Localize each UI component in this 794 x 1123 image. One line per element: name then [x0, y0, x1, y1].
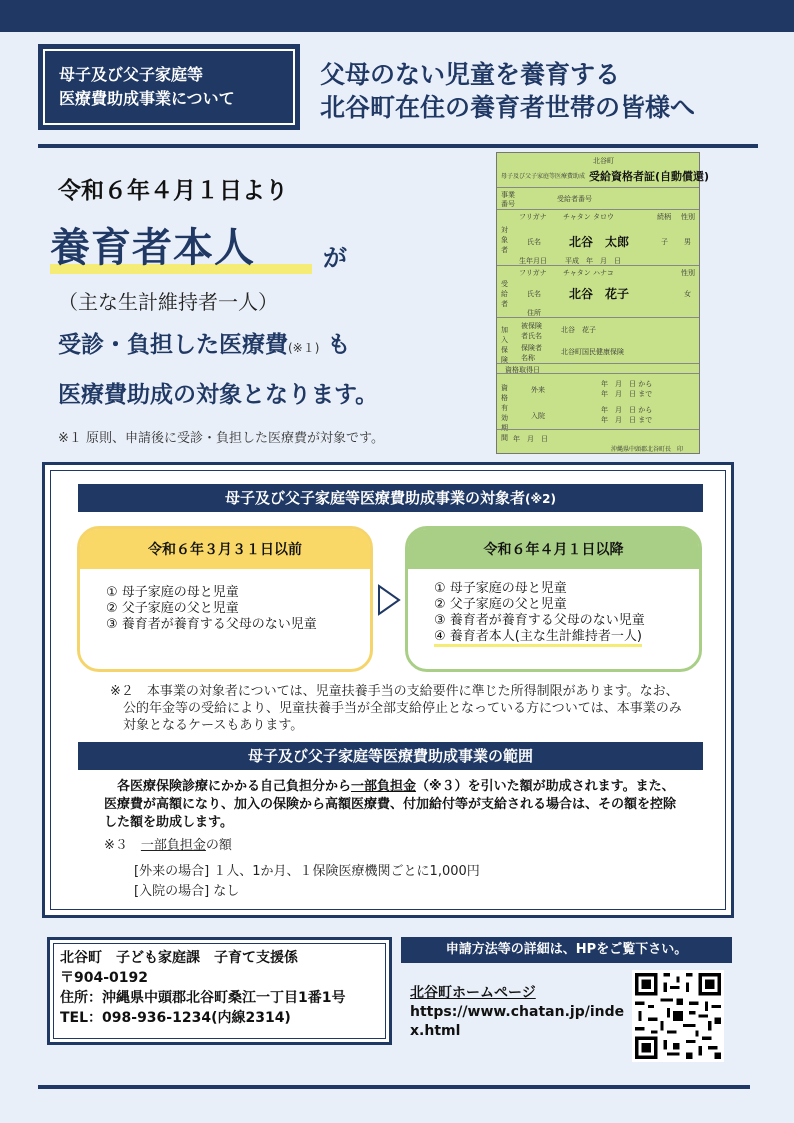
cert-guardian-name: 北谷 花子 [569, 287, 630, 301]
headline-line1: 父母のない児童を養育する [320, 60, 621, 89]
note-1: ※１ 原則、申請後に受診・負担した医療費が対象です。 [58, 431, 384, 446]
cert-seibetsu: 性別 [681, 213, 695, 221]
cert-kikan: 資格有効期間 [501, 384, 508, 442]
cert-furigana-guardian: チャタン ハナコ [563, 269, 614, 277]
scope-text-underline: 一部負担金 [351, 779, 417, 794]
list-item: ② 父子家庭の父と児童 [434, 597, 567, 612]
eligibility-bar-note: (※2) [525, 492, 556, 506]
cert-program: 母子及び父子家庭等医療費助成 [501, 173, 586, 180]
cert-seibetsu-2: 性別 [681, 269, 695, 277]
eligibility-bar [78, 484, 703, 512]
cert-taishosha: 対象者 [501, 226, 508, 254]
after-list [408, 569, 699, 645]
cert-title: 受給資格者証(自動償還) [589, 170, 710, 183]
cert-gairai: 外来 [531, 386, 545, 394]
headline [320, 58, 695, 124]
scope-text-b: （※３）を引いた額が助成されます。また、医療費が高額になり、加入の保険から高額医療費、付加給付等が支給される場合は、その額を控除した額を助成します。 [104, 779, 677, 830]
cert-jusho: 住所 [527, 309, 541, 317]
qr-code-icon[interactable] [632, 970, 724, 1062]
cert-hihoken-name: 北谷 花子 [561, 326, 596, 334]
cert-jigyo: 事業 [501, 191, 515, 199]
cert-seinengappi: 生年月日 [519, 257, 547, 265]
cert-bango: 番号 [501, 200, 515, 208]
before-head: 令和６年３月３１日以前 [80, 529, 370, 569]
cert-hoken: 保険者名称 [521, 344, 542, 362]
cert-nyuin-made: 年 月 日 まで [601, 416, 653, 424]
list-item: ② 父子家庭の父と児童 [106, 601, 239, 616]
cert-nyuin: 入院 [531, 412, 545, 420]
contact-tel: TEL：098-936-1234(内線2314) [60, 1010, 291, 1026]
top-bar [0, 0, 794, 32]
cert-gairai-made: 年 月 日 まで [601, 390, 653, 398]
note3-suffix: の額 [205, 838, 232, 853]
note-2: ※２ 本事業の対象者については、児童扶養手当の支給要件に準じた所得制限があります。なお、公的年金等の受給により、児童扶養手当が全部支給停止となっている方については、本事業のみ対象となるケースもあります。 [110, 684, 682, 733]
eligibility-bar-title: 母子及び父子家庭等医療費助成事業の対象者 [225, 489, 526, 507]
main-subject: 養育者本人 [50, 225, 255, 271]
intro-line2: 医療費助成の対象となります。 [58, 382, 379, 408]
cert-furigana-child: チャタン タロウ [563, 213, 615, 221]
after-box [405, 526, 702, 672]
cert-jukyusha: 受給者 [501, 280, 508, 308]
subject-particle: が [323, 244, 347, 272]
cert-town: 北谷町 [593, 157, 614, 165]
title-box [38, 44, 300, 130]
arrow-right-icon [377, 584, 403, 616]
certificate-sample [496, 152, 710, 454]
header-divider [38, 144, 758, 148]
before-list [80, 569, 370, 633]
intro-line1-end: も [319, 332, 351, 358]
before-box [77, 526, 373, 672]
cert-child-name: 北谷 太郎 [569, 235, 630, 249]
intro-line1-note: (※１) [288, 341, 320, 355]
cert-gairai-kara: 年 月 日 から [601, 380, 653, 388]
contact-box [47, 937, 392, 1045]
cert-shikaku: 資格取得日 [505, 366, 540, 374]
cert-child-rel: 子 [661, 238, 668, 246]
cert-zokugara: 続柄 [657, 213, 671, 221]
list-item: ① 母子家庭の母と児童 [106, 585, 239, 600]
note3-underline: 一部負担金 [140, 838, 206, 853]
scope-text [104, 778, 684, 832]
subject-paren: （主な生計維持者一人） [58, 290, 278, 314]
cert-heisei-date: 平成 年 月 日 [565, 257, 621, 265]
homepage-link[interactable]: 北谷町ホームページ [410, 985, 536, 1001]
contact-office: 北谷町 子ども家庭課 子育て支援係 [60, 950, 298, 966]
title-line2: 医療費助成事業について [59, 89, 235, 108]
contact-address: 住所：沖縄県中頭郡北谷町桑江一丁目1番1号 [60, 990, 346, 1006]
effective-date: 令和６年４月１日より [58, 178, 288, 204]
contact-zip: 〒904-0192 [60, 970, 148, 986]
homepage-url[interactable]: https://www.chatan.jp/index.html [410, 1004, 625, 1039]
cert-jukyusha-bango: 受給者番号 [557, 195, 592, 203]
list-item: ③ 養育者が養育する父母のない児童 [106, 617, 317, 632]
cert-shimei-2: 氏名 [527, 290, 541, 298]
cert-furigana-1: フリガナ [519, 213, 547, 221]
outpatient-case: [外来の場合] １人、1か月、１保険医療機関ごとに1,000円 [134, 864, 480, 879]
cert-hoken-name: 北谷町国民健康保険 [561, 348, 624, 356]
scope-text-a: 各医療保険診療にかかる自己負担分から [117, 779, 352, 794]
after-head: 令和６年４月１日以降 [408, 529, 699, 569]
web-bar: 申請方法等の詳細は、HPをご覧下さい。 [401, 937, 732, 963]
title-line1: 母子及び父子家庭等 [59, 65, 204, 84]
cert-nyuin-kara: 年 月 日 から [601, 406, 653, 414]
cert-furigana-2: フリガナ [519, 269, 547, 277]
cert-guardian-sex: 女 [684, 290, 691, 298]
intro-line1-main: 受診・負担した医療費 [58, 332, 288, 358]
scope-bar: 母子及び父子家庭等医療費助成事業の範囲 [78, 742, 703, 770]
cert-issue-date: 年 月 日 [513, 435, 548, 443]
cert-shimei-1: 氏名 [527, 238, 541, 246]
headline-line2: 北谷町在住の養育者世帯の皆様へ [320, 93, 696, 122]
list-item-highlight: ④ 養育者本人(主な生計維持者一人) [434, 629, 642, 647]
inpatient-case: [入院の場合] なし [134, 884, 240, 899]
cert-child-sex: 男 [684, 238, 691, 246]
cert-kanyu: 加入保険 [501, 326, 508, 364]
note3-prefix: ※３ [104, 838, 141, 853]
footer-divider [38, 1085, 750, 1089]
note-3 [104, 834, 232, 853]
list-item: ③ 養育者が養育する父母のない児童 [434, 613, 645, 628]
list-item: ① 母子家庭の母と児童 [434, 581, 567, 596]
cert-issuer: 沖縄県中頭郡北谷町長 印 [611, 446, 684, 453]
cert-hihoken: 被保険者氏名 [521, 322, 542, 340]
intro-line1 [58, 326, 350, 359]
